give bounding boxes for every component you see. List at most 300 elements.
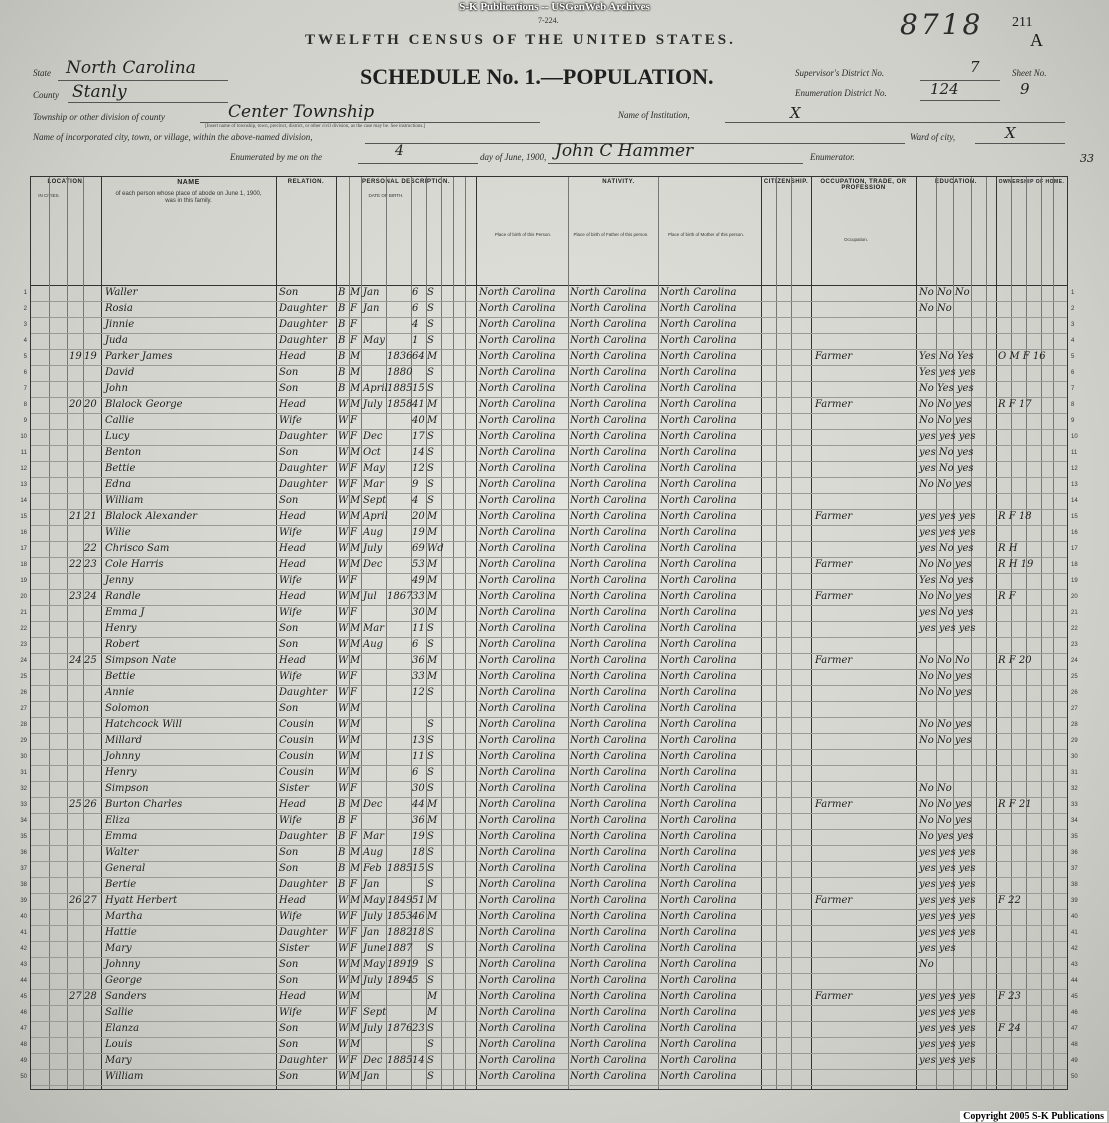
birthplace-father: North Carolina — [570, 975, 647, 986]
relation-cell: Son — [279, 1039, 299, 1050]
marital-status: S — [427, 319, 434, 330]
family-number: 20 — [84, 399, 97, 410]
birthplace-mother: North Carolina — [660, 367, 737, 378]
color-cell: B — [338, 799, 346, 810]
ownership-cell: R H — [998, 543, 1018, 554]
age-cell: 44 — [412, 799, 425, 810]
birthplace-father: North Carolina — [570, 415, 647, 426]
birthplace-person: North Carolina — [479, 575, 556, 586]
personal-header: PERSONAL DESCRIPTION. — [361, 179, 451, 185]
line-number-right: 3 — [1071, 322, 1075, 328]
birth-month: Mar — [363, 479, 384, 490]
marital-status: S — [427, 495, 434, 506]
institution-label: Name of Institution, — [618, 110, 690, 120]
sex-cell: M — [350, 559, 361, 570]
table-row — [20, 781, 1078, 798]
birthplace-person: North Carolina — [479, 831, 556, 842]
person-name: Blalock Alexander — [105, 511, 198, 522]
birthplace-person: North Carolina — [479, 399, 556, 410]
birthplace-mother: North Carolina — [660, 751, 737, 762]
education-cell: No No yes — [919, 735, 972, 746]
birthplace-mother: North Carolina — [660, 1071, 737, 1082]
marital-status: S — [427, 847, 434, 858]
relation-cell: Wife — [279, 911, 302, 922]
color-cell: B — [338, 847, 346, 858]
marital-status: M — [427, 591, 438, 602]
birth-month: June — [363, 943, 386, 954]
census-title: TWELFTH CENSUS OF THE UNITED STATES. — [305, 32, 736, 48]
education-cell: yes yes yes — [919, 847, 976, 858]
line-number: 25 — [20, 674, 27, 680]
sex-cell: F — [350, 319, 357, 330]
education-cell: yes No yes — [919, 463, 974, 474]
line-number-right: 40 — [1071, 914, 1078, 920]
line-number: 21 — [20, 610, 27, 616]
line-number-right: 45 — [1071, 994, 1078, 1000]
relation-cell: Head — [279, 511, 307, 522]
relation-cell: Head — [279, 991, 307, 1002]
line-number-right: 26 — [1071, 690, 1078, 696]
birthplace-mother: North Carolina — [660, 559, 737, 570]
sex-cell: M — [350, 799, 361, 810]
table-row — [20, 477, 1078, 494]
birth-month: Mar — [363, 623, 384, 634]
marital-status: M — [427, 575, 438, 586]
table-row — [20, 813, 1078, 830]
person-name: Robert — [105, 639, 140, 650]
birthplace-father: North Carolina — [570, 431, 647, 442]
birthplace-mother: North Carolina — [660, 719, 737, 730]
education-cell: yes No yes — [919, 607, 974, 618]
sex-cell: F — [350, 687, 357, 698]
education-cell: yes yes yes — [919, 991, 976, 1002]
age-cell: 13 — [412, 735, 425, 746]
color-cell: W — [338, 687, 349, 698]
line-number-right: 25 — [1071, 674, 1078, 680]
township-note: [Insert name of township, town, precinct, district, or other civil division, as the case may be. See instructions.] — [205, 124, 426, 129]
relation-cell: Daughter — [279, 463, 327, 474]
education-cell: No No yes — [919, 815, 972, 826]
line-number: 14 — [20, 498, 27, 504]
relation-cell: Son — [279, 959, 299, 970]
sex-cell: F — [350, 527, 357, 538]
person-name: Cole Harris — [105, 559, 164, 570]
sex-cell: F — [350, 575, 357, 586]
education-cell: No yes yes — [919, 831, 974, 842]
birthplace-father: North Carolina — [570, 1023, 647, 1034]
table-header — [31, 177, 1067, 286]
person-name: Rosia — [105, 303, 133, 314]
line-number-right: 32 — [1071, 786, 1078, 792]
marital-status: S — [427, 831, 434, 842]
birthplace-person: North Carolina — [479, 623, 556, 634]
line-number: 42 — [20, 946, 27, 952]
line-number: 29 — [20, 738, 27, 744]
birthplace-father: North Carolina — [570, 463, 647, 474]
birthplace-person: North Carolina — [479, 767, 556, 778]
marital-status: S — [427, 303, 434, 314]
ownership-cell: R F 18 — [998, 511, 1032, 522]
person-name: Mary — [105, 943, 132, 954]
page-number: 211 — [1012, 15, 1033, 30]
birthplace-person: North Carolina — [479, 671, 556, 682]
education-cell: yes yes yes — [919, 879, 976, 890]
birthplace-father: North Carolina — [570, 575, 647, 586]
census-table — [20, 176, 1078, 1090]
age-cell: 30 — [412, 607, 425, 618]
marital-status: M — [427, 799, 438, 810]
color-cell: W — [338, 927, 349, 938]
birth-year: 1853 — [387, 911, 413, 922]
age-cell: 6 — [412, 303, 419, 314]
table-row — [20, 509, 1078, 526]
age-cell: 1 — [412, 335, 419, 346]
line-number: 34 — [20, 818, 27, 824]
sex-cell: M — [350, 975, 361, 986]
person-name: Millard — [105, 735, 142, 746]
birthplace-person: North Carolina — [479, 1071, 556, 1082]
birthplace-mother: North Carolina — [660, 607, 737, 618]
birth-month: Mar — [363, 831, 384, 842]
color-cell: W — [338, 543, 349, 554]
table-row — [20, 445, 1078, 462]
birthplace-mother: North Carolina — [660, 575, 737, 586]
dwelling-number: 25 — [69, 799, 82, 810]
side-number: 33 — [1080, 152, 1094, 165]
age-cell: 11 — [412, 751, 425, 762]
table-row — [23, 333, 1075, 350]
sex-cell: M — [350, 655, 361, 666]
birthplace-person: North Carolina — [479, 815, 556, 826]
line-number: 33 — [20, 802, 27, 808]
line-number-right: 49 — [1071, 1058, 1078, 1064]
line-number-right: 9 — [1071, 418, 1075, 424]
line-number-right: 48 — [1071, 1042, 1078, 1048]
sex-cell: M — [350, 719, 361, 730]
relation-cell: Son — [279, 703, 299, 714]
person-name: Hattie — [105, 927, 137, 938]
birthplace-mother: North Carolina — [660, 623, 737, 634]
birth-month: Jul — [363, 591, 377, 602]
sex-cell: M — [350, 287, 361, 298]
person-name: Bettie — [105, 463, 136, 474]
table-row — [23, 397, 1075, 414]
table-row — [20, 701, 1078, 718]
table-row — [20, 749, 1078, 766]
color-cell: W — [338, 943, 349, 954]
person-name: Benton — [105, 447, 142, 458]
relation-cell: Head — [279, 895, 307, 906]
marital-status: S — [427, 1023, 434, 1034]
line-number: 10 — [20, 434, 27, 440]
birthplace-father: North Carolina — [570, 303, 647, 314]
birthplace-mother: North Carolina — [660, 383, 737, 394]
person-name: Burton Charles — [105, 799, 183, 810]
line-number: 48 — [20, 1042, 27, 1048]
sex-cell: F — [350, 671, 357, 682]
relation-cell: Sister — [279, 943, 309, 954]
sex-cell: F — [350, 879, 357, 890]
color-cell: W — [338, 895, 349, 906]
person-name: Hatchcock Will — [105, 719, 182, 730]
birthplace-father: North Carolina — [570, 927, 647, 938]
line-number: 8 — [23, 402, 27, 408]
birthplace-mother: North Carolina — [660, 1039, 737, 1050]
birthplace-mother: North Carolina — [660, 863, 737, 874]
marital-status: M — [427, 991, 438, 1002]
line-number: 1 — [23, 290, 27, 296]
occupation-sub-header: Occupation. — [843, 237, 868, 242]
birth-year: 1891 — [387, 959, 413, 970]
age-cell: 64 — [412, 351, 425, 362]
marital-status: S — [427, 447, 434, 458]
birthplace-father: North Carolina — [570, 703, 647, 714]
birthplace-father: North Carolina — [570, 367, 647, 378]
line-number: 31 — [20, 770, 27, 776]
state-label: State — [33, 68, 51, 78]
birth-month: July — [363, 975, 383, 986]
birthplace-person: North Carolina — [479, 479, 556, 490]
sex-cell: F — [350, 479, 357, 490]
birthplace-mother: North Carolina — [660, 431, 737, 442]
person-name: Bertie — [105, 879, 137, 890]
age-cell: 36 — [412, 815, 425, 826]
township-label: Township or other division of county — [33, 112, 165, 122]
birth-month: Aug — [363, 527, 384, 538]
line-number: 41 — [20, 930, 27, 936]
dwelling-number: 21 — [69, 511, 82, 522]
birth-month: May — [363, 959, 385, 970]
supervisor-value: 7 — [970, 58, 980, 76]
table-row — [20, 765, 1078, 782]
line-number: 4 — [23, 338, 27, 344]
marital-status: M — [427, 895, 438, 906]
marital-status: M — [427, 671, 438, 682]
birthplace-mother: North Carolina — [660, 1023, 737, 1034]
birthplace-father: North Carolina — [570, 943, 647, 954]
line-number-right: 22 — [1071, 626, 1078, 632]
line-number: 45 — [20, 994, 27, 1000]
birthplace-father: North Carolina — [570, 1007, 647, 1018]
birthplace-father: North Carolina — [570, 591, 647, 602]
ownership-cell: R F — [998, 591, 1016, 602]
relation-cell: Daughter — [279, 479, 327, 490]
enumerator-name: John C Hammer — [555, 141, 694, 161]
line-number-right: 12 — [1071, 466, 1078, 472]
table-row — [20, 1005, 1078, 1022]
education-cell: yes yes yes — [919, 431, 976, 442]
birthplace-mother: North Carolina — [660, 735, 737, 746]
birthplace-father: North Carolina — [570, 815, 647, 826]
birth-month: July — [363, 1023, 383, 1034]
relation-cell: Son — [279, 1023, 299, 1034]
person-name: Solomon — [105, 703, 150, 714]
birthplace-person: North Carolina — [479, 543, 556, 554]
relation-cell: Daughter — [279, 687, 327, 698]
birthplace-father: North Carolina — [570, 735, 647, 746]
relation-cell: Head — [279, 351, 307, 362]
enum-district-label: Enumeration District No. — [795, 88, 887, 98]
education-cell: yes yes yes — [919, 863, 976, 874]
age-cell: 6 — [412, 639, 419, 650]
township-line — [200, 122, 540, 123]
marital-status: S — [427, 783, 434, 794]
birthplace-mother: North Carolina — [660, 799, 737, 810]
line-number: 24 — [20, 658, 27, 664]
birth-month: Jan — [363, 287, 380, 298]
table-row — [20, 845, 1078, 862]
birthplace-father: North Carolina — [570, 559, 647, 570]
person-name: Blalock George — [105, 399, 183, 410]
marital-status: S — [427, 367, 434, 378]
birthplace-person: North Carolina — [479, 383, 556, 394]
ward-label: Ward of city, — [910, 132, 956, 142]
birthplace-father: North Carolina — [570, 799, 647, 810]
birthplace-father: North Carolina — [570, 655, 647, 666]
dwelling-number: 23 — [69, 591, 82, 602]
relation-cell: Head — [279, 655, 307, 666]
line-number: 38 — [20, 882, 27, 888]
line-number-right: 1 — [1071, 290, 1075, 296]
age-cell: 14 — [412, 447, 425, 458]
color-cell: W — [338, 655, 349, 666]
table-row — [23, 365, 1075, 382]
table-row — [20, 429, 1078, 446]
sex-cell: F — [350, 607, 357, 618]
age-cell: 5 — [412, 975, 419, 986]
sex-cell: M — [350, 959, 361, 970]
line-number-right: 46 — [1071, 1010, 1078, 1016]
line-number-right: 41 — [1071, 930, 1078, 936]
relation-cell: Daughter — [279, 335, 327, 346]
birth-year: 1858 — [387, 399, 413, 410]
birthplace-person: North Carolina — [479, 879, 556, 890]
line-number-right: 29 — [1071, 738, 1078, 744]
sex-cell: F — [350, 815, 357, 826]
marital-status: M — [427, 399, 438, 410]
table-row — [20, 1021, 1078, 1038]
marital-status: M — [427, 655, 438, 666]
table-row — [23, 301, 1075, 318]
line-number: 22 — [20, 626, 27, 632]
birthplace-mother: North Carolina — [660, 831, 737, 842]
occupation-header: OCCUPATION, TRADE, OR PROFESSION — [820, 179, 907, 191]
institution-value: X — [790, 104, 801, 122]
sex-cell: M — [350, 511, 361, 522]
county-label: County — [33, 90, 59, 100]
relation-cell: Wife — [279, 575, 302, 586]
location-header: LOCATION. — [47, 179, 85, 185]
birthplace-mother: North Carolina — [660, 927, 737, 938]
township-value: Center Township — [228, 102, 375, 122]
birthplace-mother: North Carolina — [660, 703, 737, 714]
person-name: Edna — [105, 479, 132, 490]
birthplace-person: North Carolina — [479, 1023, 556, 1034]
enum-district-line — [920, 100, 1000, 101]
education-cell: yes yes yes — [919, 895, 976, 906]
line-number-right: 10 — [1071, 434, 1078, 440]
birthplace-mother: North Carolina — [660, 591, 737, 602]
family-number: 19 — [84, 351, 97, 362]
person-name: Lucy — [105, 431, 130, 442]
line-number: 26 — [20, 690, 27, 696]
relation-cell: Daughter — [279, 319, 327, 330]
table-row — [20, 877, 1078, 894]
birthplace-father: North Carolina — [570, 287, 647, 298]
education-cell: No No yes — [919, 399, 972, 410]
birthplace-father: North Carolina — [570, 335, 647, 346]
education-cell: No No — [919, 783, 952, 794]
birthplace-person: North Carolina — [479, 639, 556, 650]
birthplace-person: North Carolina — [479, 943, 556, 954]
birthplace-father: North Carolina — [570, 383, 647, 394]
line-number: 11 — [20, 450, 27, 456]
enumerator-label: Enumerator. — [810, 152, 855, 162]
birthplace-person: North Carolina — [479, 687, 556, 698]
relation-cell: Son — [279, 623, 299, 634]
ownership-cell: F 24 — [998, 1023, 1021, 1034]
line-number: 46 — [20, 1010, 27, 1016]
birth-year: 1867 — [387, 591, 413, 602]
person-name: Sanders — [105, 991, 147, 1002]
birthplace-mother: North Carolina — [660, 447, 737, 458]
person-name: Jenny — [105, 575, 134, 586]
table-row — [23, 381, 1075, 398]
birthplace-mother: North Carolina — [660, 303, 737, 314]
marital-status: M — [427, 511, 438, 522]
age-cell: 4 — [412, 495, 419, 506]
marital-status: M — [427, 351, 438, 362]
line-number: 32 — [20, 786, 27, 792]
stamp-number: 8718 — [900, 8, 984, 41]
marital-status: S — [427, 767, 434, 778]
occupation-cell: Farmer — [815, 559, 853, 570]
birthplace-mother: North Carolina — [660, 815, 737, 826]
relation-cell: Daughter — [279, 303, 327, 314]
birth-month: Jan — [363, 927, 380, 938]
age-cell: 40 — [412, 415, 425, 426]
birthplace-father: North Carolina — [570, 319, 647, 330]
birthplace-person: North Carolina — [479, 351, 556, 362]
relation-cell: Son — [279, 1071, 299, 1082]
birthplace-person: North Carolina — [479, 719, 556, 730]
table-row — [20, 829, 1078, 846]
color-cell: W — [338, 575, 349, 586]
birth-year: 1876 — [387, 1023, 413, 1034]
age-cell: 18 — [412, 847, 425, 858]
color-cell: B — [338, 831, 346, 842]
birthplace-mother: North Carolina — [660, 511, 737, 522]
relation-cell: Cousin — [279, 735, 314, 746]
ward-line — [975, 143, 1065, 144]
education-cell: Yes yes yes — [919, 367, 976, 378]
enum-district-value: 124 — [930, 80, 959, 98]
birthplace-person: North Carolina — [479, 303, 556, 314]
birthplace-father: North Carolina — [570, 351, 647, 362]
birthplace-father: North Carolina — [570, 783, 647, 794]
birthplace-person: North Carolina — [479, 431, 556, 442]
person-name: Eliza — [105, 815, 130, 826]
age-cell: 53 — [412, 559, 425, 570]
marital-status: S — [427, 287, 434, 298]
color-cell: W — [338, 511, 349, 522]
marital-status: M — [427, 911, 438, 922]
age-cell: 6 — [412, 767, 419, 778]
birth-year: 1887 — [387, 943, 413, 954]
birthplace-person: North Carolina — [479, 287, 556, 298]
education-cell: No No No — [919, 655, 970, 666]
birthplace-father: North Carolina — [570, 495, 647, 506]
